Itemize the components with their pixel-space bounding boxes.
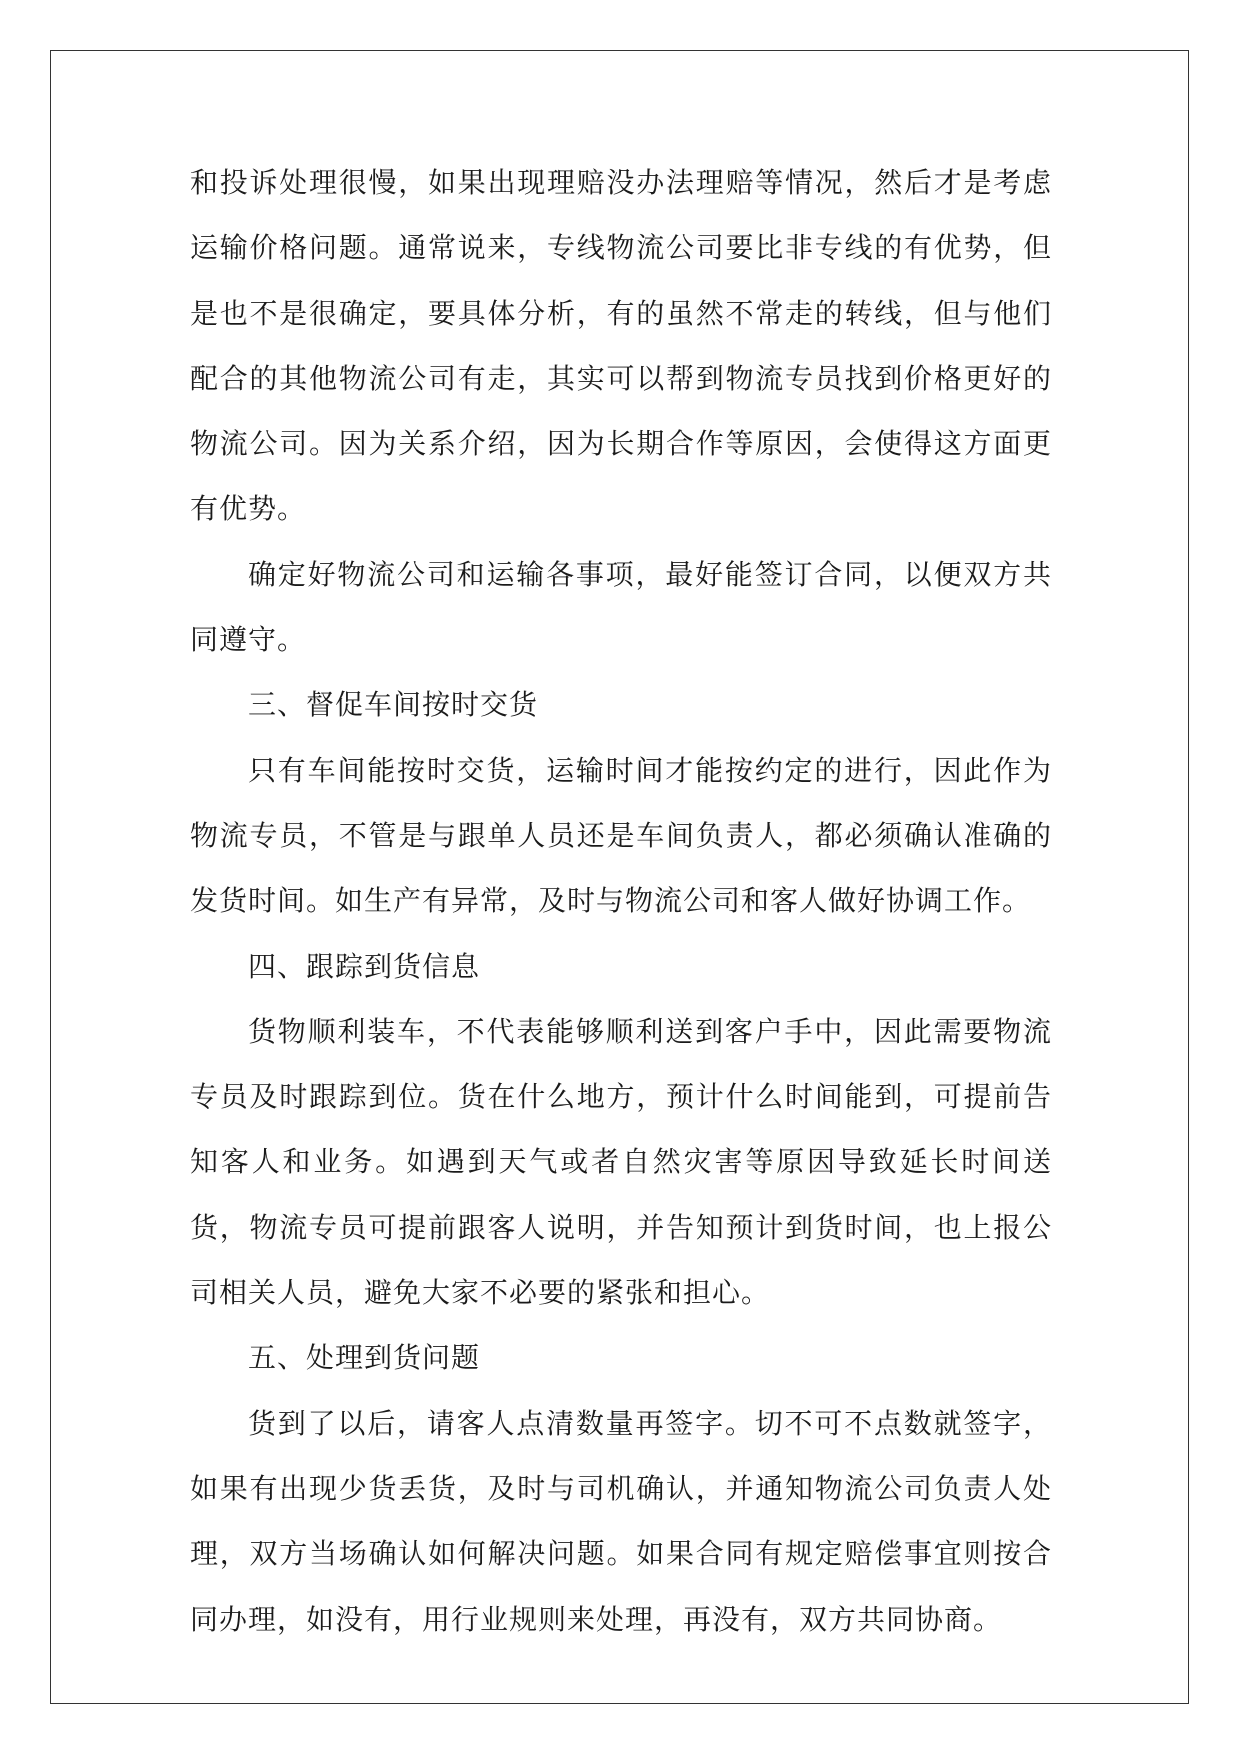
document-body xyxy=(190,150,1052,1652)
section-heading-3: 三、督促车间按时交货 xyxy=(248,688,539,722)
paragraph-continuation: 和投诉处理很慢，如果出现理赔没办法理赔等情况，然后才是考虑运输价格问题。通常说来，专线物流公司要比非专线的有优势，但是也不是很确定，要具体分析，有的虽然不常走的转线，但与他们配合的其他物流公司有走，其实可以帮到物流专员找到价格更好的物流公司。因为关系介绍，因为长期合作等原因，会使得这方面更有优势。 xyxy=(190,166,1052,526)
section-heading-5: 五、处理到货问题 xyxy=(248,1341,481,1375)
section-heading-4: 四、跟踪到货信息 xyxy=(248,949,481,983)
paragraph-contract: 确定好物流公司和运输各事项，最好能签订合同，以便双方共同遵守。 xyxy=(190,557,1052,657)
paragraph-arrival-issues: 货到了以后，请客人点清数量再签字。切不可不点数就签字，如果有出现少货丢货，及时与司机确认，并通知物流公司负责人处理，双方当场确认如何解决问题。如果合同有规定赔偿事宜则按合同办理，如没有，用行业规则来处理，再没有，双方共同协商。 xyxy=(190,1406,1052,1636)
paragraph-tracking: 货物顺利装车，不代表能够顺利送到客户手中，因此需要物流专员及时跟踪到位。货在什么地方，预计什么时间能到，可提前告知客人和业务。如遇到天气或者自然灾害等原因导致延长时间送货，物流专员可提前跟客人说明，并告知预计到货时间，也上报公司相关人员，避免大家不必要的紧张和担心。 xyxy=(190,1014,1052,1310)
paragraph-workshop-delivery: 只有车间能按时交货，运输时间才能按约定的进行，因此作为物流专员，不管是与跟单人员还是车间负责人，都必须确认准确的发货时间。如生产有异常，及时与物流公司和客人做好协调工作。 xyxy=(190,753,1052,918)
